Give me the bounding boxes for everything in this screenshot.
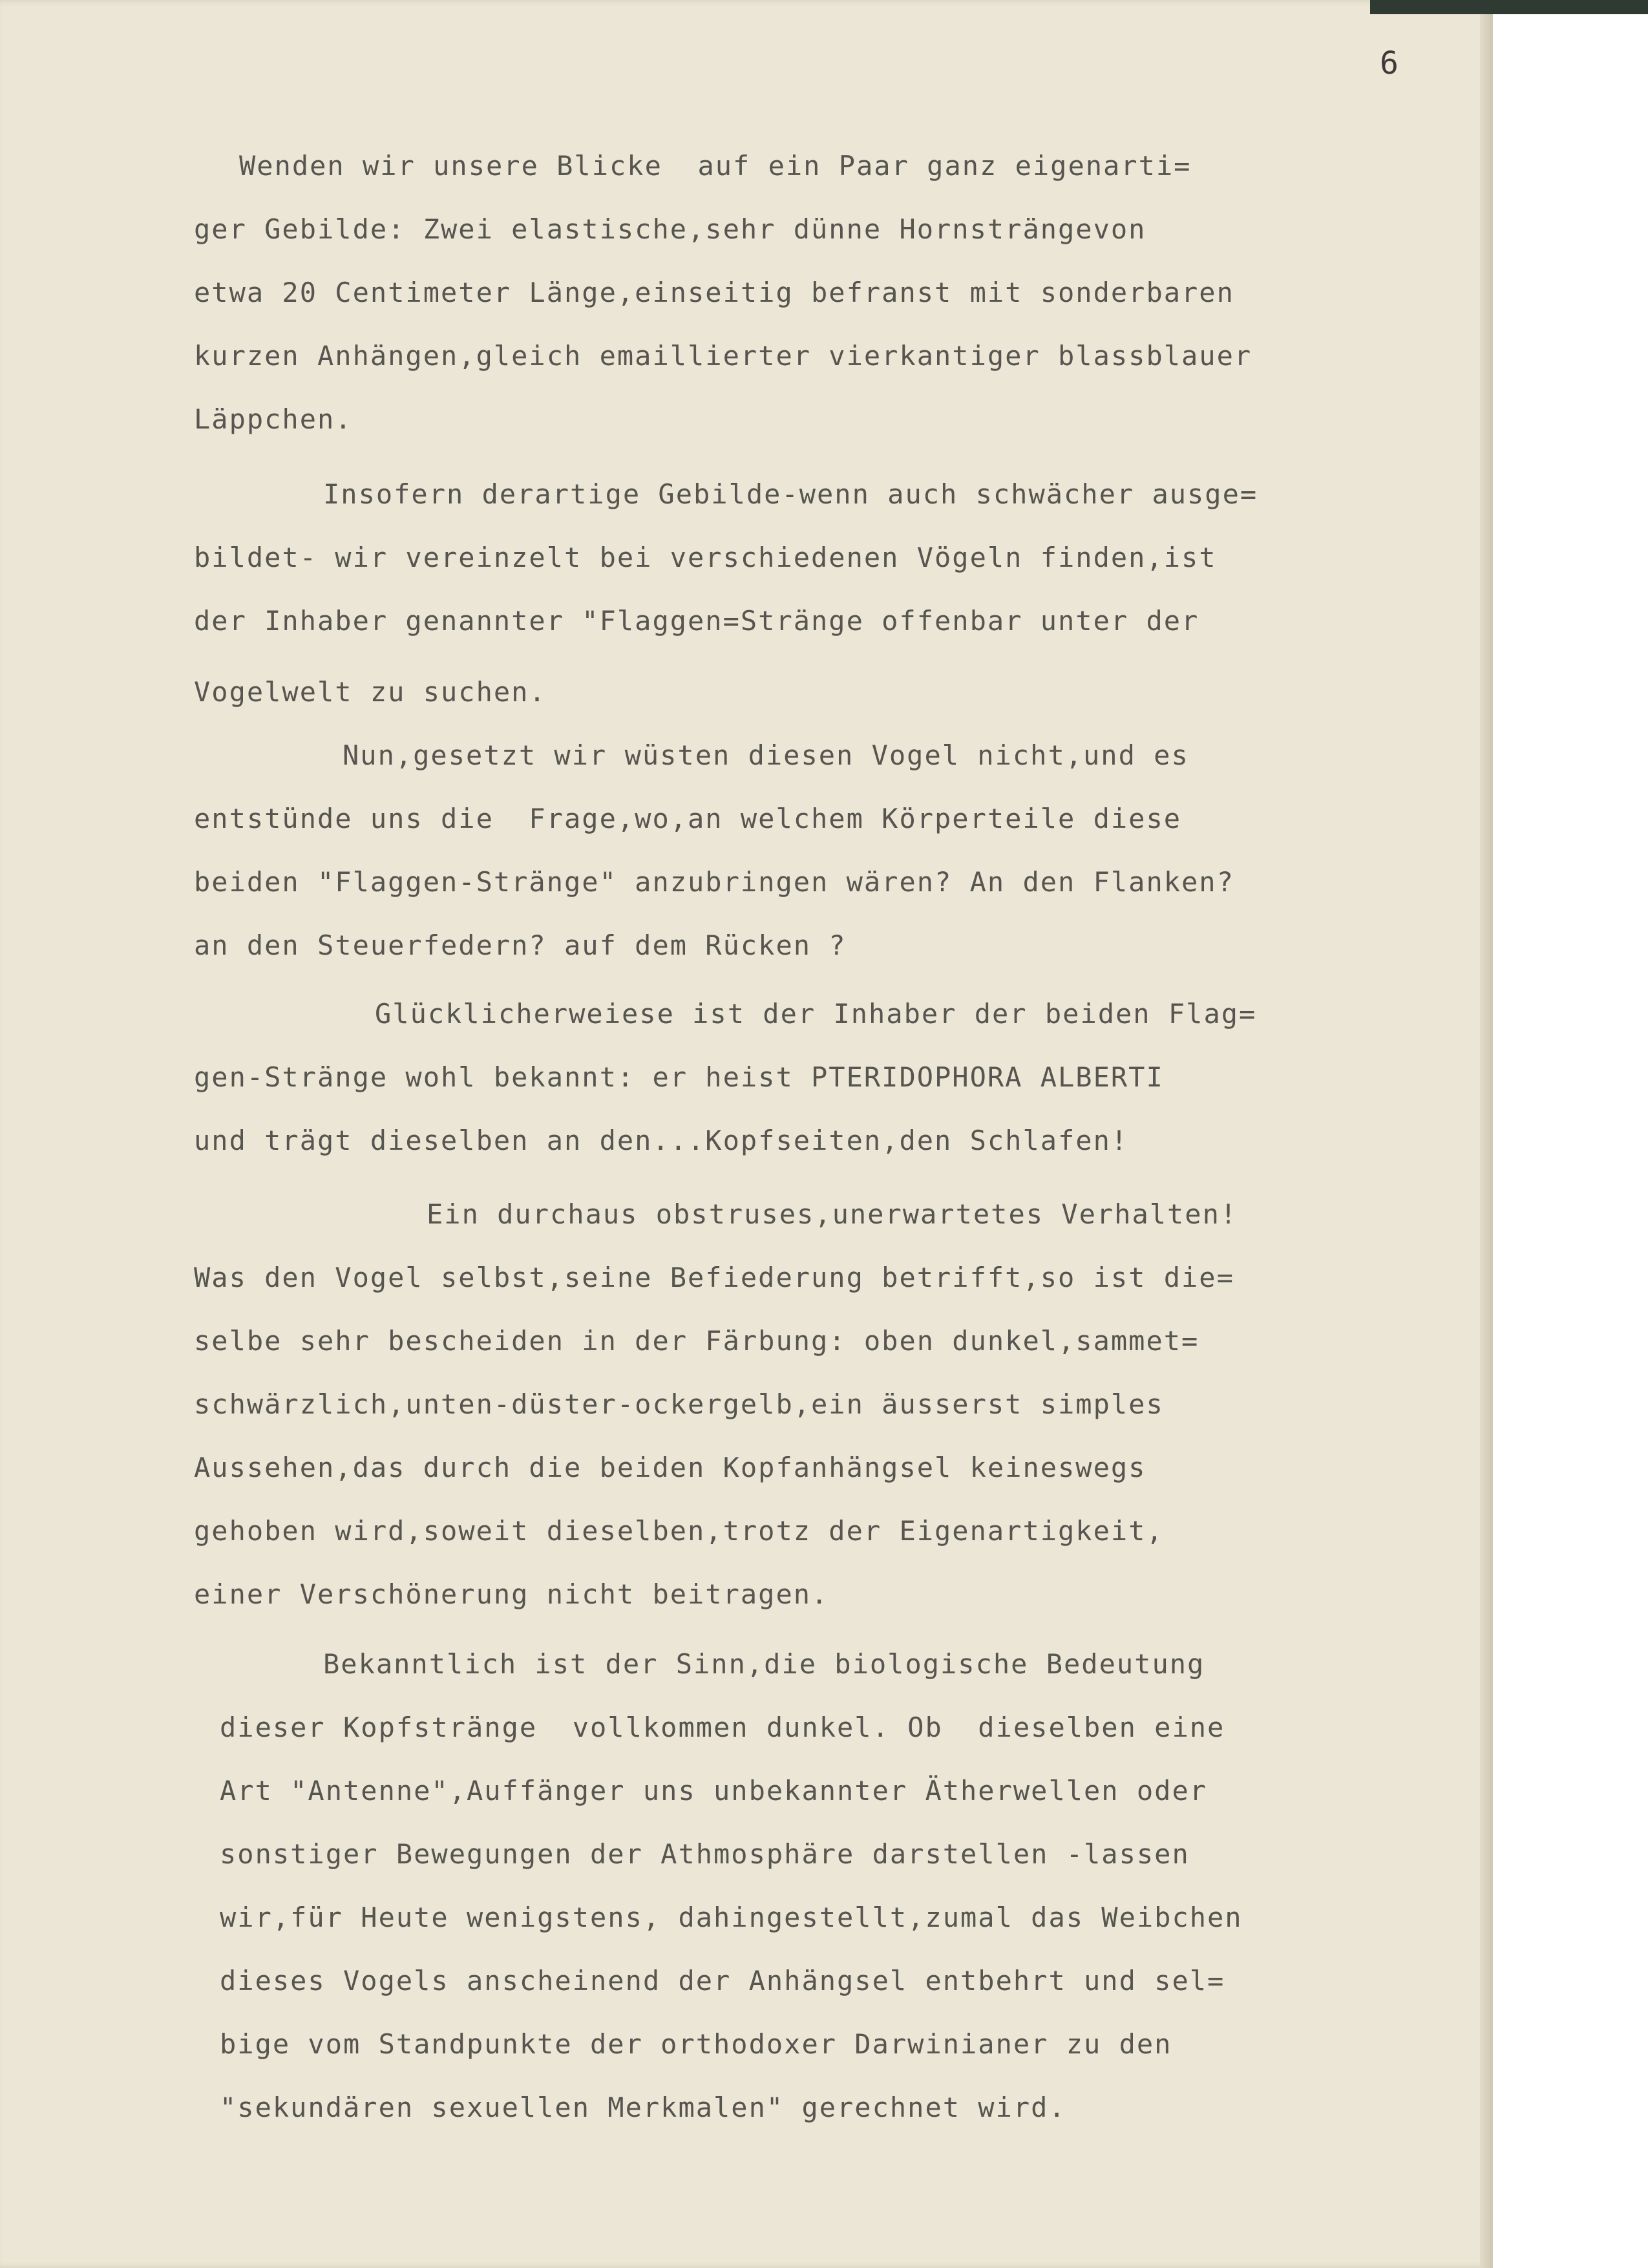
text-line: Art "Antenne",Auffänger uns unbekannter Ätherwellen oder [220, 1775, 1208, 1807]
text-line: kurzen Anhängen,gleich emaillierter vierkantiger blassblauer [194, 340, 1252, 372]
text-line: Insofern derartige Gebilde-wenn auch schwächer ausge= [323, 478, 1258, 510]
text-line: Vogelwelt zu suchen. [194, 676, 547, 708]
text-line: und trägt dieselben an den...Kopfseiten,den Schlafen! [194, 1125, 1129, 1156]
page-number: 6 [1380, 45, 1399, 81]
text-line: Läppchen. [194, 403, 353, 435]
text-line: etwa 20 Centimeter Länge,einseitig befranst mit sonderbaren [194, 277, 1234, 308]
text-line: beiden "Flaggen-Stränge" anzubringen wären? An den Flanken? [194, 866, 1234, 898]
text-line: gen-Stränge wohl bekannt: er heist PTERIDOPHORA ALBERTI [194, 1061, 1164, 1093]
text-line: Aussehen,das durch die beiden Kopfanhängsel keineswegs [194, 1452, 1146, 1483]
text-line: Nun,gesetzt wir wüsten diesen Vogel nicht,und es [343, 739, 1189, 771]
text-line: gehoben wird,soweit dieselben,trotz der Eigenartigkeit, [194, 1515, 1164, 1547]
text-line: Glücklicherweiese ist der Inhaber der beiden Flag= [375, 998, 1257, 1030]
text-line: Ein durchaus obstruses,unerwartetes Verhalten! [427, 1198, 1238, 1230]
text-line: der Inhaber genannter "Flaggen=Stränge offenbar unter der [194, 605, 1199, 637]
text-line: ger Gebilde: Zwei elastische,sehr dünne Hornsträngevon [194, 213, 1146, 245]
text-line: dieses Vogels anscheinend der Anhängsel entbehrt und sel= [220, 1965, 1225, 1997]
text-line: wir,für Heute wenigstens, dahingestellt,zumal das Weibchen [220, 1902, 1243, 1933]
text-line: bildet- wir vereinzelt bei verschiedenen Vögeln finden,ist [194, 542, 1217, 573]
text-line: entstünde uns die Frage,wo,an welchem Körperteile diese [194, 803, 1182, 834]
text-line: bige vom Standpunkte der orthodoxer Darwinianer zu den [220, 2028, 1172, 2060]
text-line: schwärzlich,unten-düster-ockergelb,ein äusserst simples [194, 1388, 1164, 1420]
text-line: Bekanntlich ist der Sinn,die biologische Bedeutung [323, 1648, 1205, 1680]
text-line: an den Steuerfedern? auf dem Rücken ? [194, 929, 847, 961]
text-line: "sekundären sexuellen Merkmalen" gerechnet wird. [220, 2092, 1066, 2123]
text-line: sonstiger Bewegungen der Athmosphäre darstellen -lassen [220, 1838, 1190, 1870]
text-line: selbe sehr bescheiden in der Färbung: oben dunkel,sammet= [194, 1325, 1199, 1357]
text-line: einer Verschönerung nicht beitragen. [194, 1578, 829, 1610]
text-line: Wenden wir unsere Blicke auf ein Paar ganz eigenarti= [239, 150, 1192, 182]
text-line: Was den Vogel selbst,seine Befiederung betrifft,so ist die= [194, 1262, 1234, 1293]
text-line: dieser Kopfstränge vollkommen dunkel. Ob dieselben eine [220, 1712, 1225, 1743]
